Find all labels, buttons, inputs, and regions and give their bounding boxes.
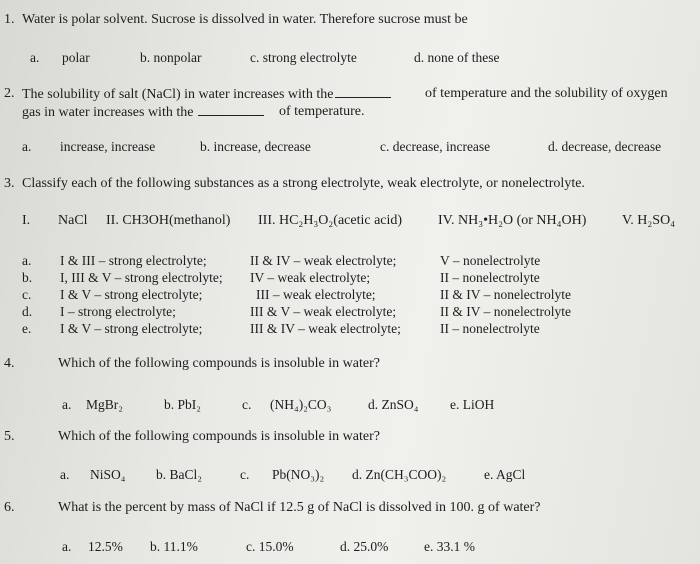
q5-text: Which of the following compounds is insoluble in water? <box>58 429 380 444</box>
q3-substance-i-label: I. <box>22 213 31 228</box>
q2-option-b: b. increase, decrease <box>200 139 311 154</box>
q4-option-b: b. PbI₂ <box>164 397 201 412</box>
q3-choice-a-letter: a. <box>22 253 32 268</box>
q1-option-c: c. strong electrolyte <box>250 50 357 65</box>
q5-option-d: d. Zn(CH₃COO)₂ <box>352 467 447 482</box>
q6-text: What is the percent by mass of NaCl if 12.5 g of NaCl is dissolved in 100. g of water? <box>58 500 541 515</box>
q6-option-d: d. 25.0% <box>340 539 389 554</box>
q3-substance-iv: IV. NH₃•H₂O (or NH₄OH) <box>438 213 587 228</box>
q1-option-b: b. nonpolar <box>140 50 202 65</box>
q6-option-c: c. 15.0% <box>246 539 294 554</box>
q5-option-b: b. BaCl₂ <box>156 467 202 482</box>
q2-option-c: c. decrease, increase <box>380 139 491 154</box>
q3-choice-e-strong: I & V – strong electrolyte; <box>60 321 203 336</box>
q3-substance-ii: II. CH3OH(methanol) <box>106 213 231 228</box>
q4-option-c-letter: c. <box>242 397 252 412</box>
q6-number: 6. <box>4 500 15 515</box>
q2-line1-end: of temperature and the solubility of oxygen <box>425 86 668 101</box>
q2-number: 2. <box>4 86 15 101</box>
q4-option-a: MgBr₂ <box>86 397 123 412</box>
q3-choice-c-strong: I & V – strong electrolyte; <box>60 287 203 302</box>
q4-number: 4. <box>4 356 15 371</box>
q3-choice-d-weak: III & V – weak electrolyte; <box>250 304 397 319</box>
q1-option-a-letter: a. <box>30 50 40 65</box>
q1-option-a: polar <box>62 50 90 65</box>
q3-choice-e-non: II – nonelectrolyte <box>440 321 540 336</box>
q6-option-a-letter: a. <box>62 539 72 554</box>
q3-choice-b-letter: b. <box>22 270 33 285</box>
q1-number: 1. <box>4 12 15 27</box>
q3-choice-a-non: V – nonelectrolyte <box>440 253 541 268</box>
q3-choice-c-weak: III – weak electrolyte; <box>256 287 376 302</box>
q3-substance-iii: III. HC₂H₃O₂(acetic acid) <box>258 213 403 228</box>
q3-substance-i: NaCl <box>58 213 88 228</box>
q1-text: Water is polar solvent. Sucrose is dissolved in water. Therefore sucrose must be <box>22 12 468 27</box>
q6-option-b: b. 11.1% <box>150 539 198 554</box>
q4-option-a-letter: a. <box>62 397 72 412</box>
q4-text: Which of the following compounds is insoluble in water? <box>58 356 380 371</box>
q3-choice-b-weak: IV – weak electrolyte; <box>250 270 371 285</box>
q3-choice-b-strong: I, III & V – strong electrolyte; <box>60 270 223 285</box>
q5-number: 5. <box>4 429 15 444</box>
q3-choice-b-non: II – nonelectrolyte <box>440 270 540 285</box>
q2-blank-2 <box>198 104 264 116</box>
q5-option-a-letter: a. <box>60 467 70 482</box>
q3-choice-c-letter: c. <box>22 287 32 302</box>
q3-text: Classify each of the following substances as a strong electrolyte, weak electrolyte, or nonelectrolyte. <box>22 176 585 191</box>
q5-option-c: Pb(NO₃)₂ <box>272 467 325 482</box>
q3-substance-v: V. H₂SO₄ <box>622 213 676 228</box>
q1-option-d: d. none of these <box>414 50 500 65</box>
q6-option-e: e. 33.1 % <box>424 539 475 554</box>
q3-choice-a-weak: II & IV – weak electrolyte; <box>250 253 397 268</box>
q4-option-c: (NH₄)₂CO₃ <box>270 397 332 412</box>
q3-choice-e-letter: e. <box>22 321 32 336</box>
q3-choice-e-weak: III & IV – weak electrolyte; <box>250 321 401 336</box>
q2-line2 <box>22 104 264 121</box>
q4-option-e: e. LiOH <box>450 397 495 412</box>
q5-option-e: e. AgCl <box>484 467 526 482</box>
q3-choice-d-strong: I – strong electrolyte; <box>60 304 176 319</box>
q2-option-a: increase, increase <box>60 139 156 154</box>
q2-option-d: d. decrease, decrease <box>548 139 662 154</box>
q3-choice-d-letter: d. <box>22 304 33 319</box>
q3-number: 3. <box>4 176 15 191</box>
q3-choice-d-non: II & IV – nonelectrolyte <box>440 304 571 319</box>
q2-line1-start: The solubility of salt (NaCl) in water increases with the <box>22 87 334 102</box>
q2-line2-start: gas in water increases with the <box>22 105 194 120</box>
q5-option-c-letter: c. <box>240 467 250 482</box>
q5-option-a: NiSO₄ <box>90 467 126 482</box>
q3-choice-a-strong: I & III – strong electrolyte; <box>60 253 207 268</box>
q2-blank-1 <box>335 86 391 98</box>
q3-choice-c-non: II & IV – nonelectrolyte <box>440 287 571 302</box>
q2-line1 <box>22 86 391 103</box>
q2-line2-end: of temperature. <box>279 104 365 119</box>
q4-option-d: d. ZnSO₄ <box>368 397 419 412</box>
q6-option-a: 12.5% <box>88 539 123 554</box>
q2-option-a-letter: a. <box>22 139 32 154</box>
